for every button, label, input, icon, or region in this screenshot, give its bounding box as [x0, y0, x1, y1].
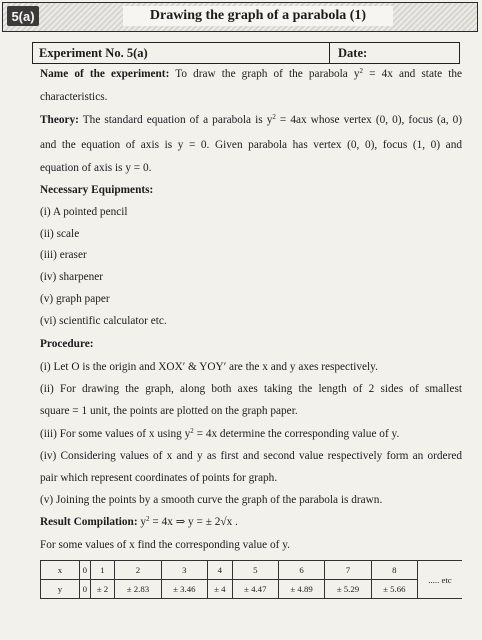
superscript: 2: [359, 67, 364, 75]
table-cell: 7: [325, 561, 371, 580]
table-cell: ± 2: [90, 580, 115, 599]
table-cell: 1: [90, 561, 115, 580]
chapter-tag: 5(a): [7, 6, 39, 26]
table-header-x: x: [41, 561, 80, 580]
table-cell: 0: [80, 561, 91, 580]
equipment-item: (vi) scientific calculator etc.: [40, 315, 167, 327]
procedure-step-2-line-2: square = 1 unit, the points are plotted on the graph paper.: [40, 405, 298, 417]
table-cell: ± 3.46: [161, 580, 207, 599]
superscript: 2: [190, 427, 194, 435]
step-3-text-a: (iii) For some values of x using y: [40, 428, 191, 440]
table-cell: 5: [232, 561, 278, 580]
equipments-heading: Necessary Equipments:: [40, 184, 154, 196]
table-cell: ± 4.89: [278, 580, 324, 599]
table-cell: ± 5.66: [371, 580, 417, 599]
equipment-item: (i) A pointed pencil: [40, 206, 128, 218]
values-table: [40, 560, 462, 599]
result-note: For some values of x find the corresponding value of y.: [40, 539, 290, 551]
step-3-text-b: = 4x determine the corresponding value of y.: [193, 428, 400, 440]
table-row: [41, 580, 463, 599]
experiment-number: Experiment No. 5(a): [33, 43, 330, 63]
table-cell: 6: [278, 561, 324, 580]
procedure-step-1: (i) Let O is the origin and XOX′ & YOY′ are the x and y axes respectively.: [40, 361, 378, 373]
table-cell: 4: [207, 561, 232, 580]
procedure-step-2-line-1: (ii) For drawing the graph, along both axes taking the length of 2 sides of smallest: [40, 383, 462, 395]
name-eq: = 4x and state the: [363, 68, 463, 80]
table-cell: ± 4.47: [232, 580, 278, 599]
page-title: Drawing the graph of a parabola (1): [123, 6, 393, 26]
table-cell: ± 4: [207, 580, 232, 599]
procedure-step-4-line-1: (iv) Considering values of x and y as first and second value respectively form an ordered: [40, 450, 462, 462]
result-label: Result Compilation:: [40, 516, 138, 528]
superscript: 2: [146, 515, 150, 523]
equipment-item: (iii) eraser: [40, 249, 87, 261]
result-eq-a: y: [137, 516, 147, 528]
equipment-item: (ii) scale: [40, 228, 80, 240]
result-eq-b: = 4x ⇒ y = ± 2√x .: [149, 516, 238, 528]
experiment-box: [32, 42, 460, 64]
table-cell: 2: [115, 561, 161, 580]
theory-text-a: The standard equation of a parabola is y: [82, 114, 273, 126]
theory-line-1: [40, 114, 462, 127]
superscript: 2: [272, 113, 276, 121]
equipment-item: (v) graph paper: [40, 293, 110, 305]
procedure-heading: Procedure:: [40, 338, 94, 350]
theory-line-2: and the equation of axis is y = 0. Given parabola has vertex (0, 0), focus (1, 0) and: [40, 139, 462, 151]
name-line-2: characteristics.: [40, 91, 108, 103]
table-cell: 8: [371, 561, 417, 580]
equipment-item: (iv) sharpener: [40, 271, 104, 283]
table-header-y: y: [41, 580, 80, 599]
page-header: [2, 2, 478, 32]
table-row: [41, 561, 463, 580]
table-etc: ..... etc: [418, 561, 463, 599]
name-label: Name of the experiment:: [40, 68, 170, 80]
table-cell: 0: [80, 580, 91, 599]
procedure-step-4-line-2: pair which represent coordinates of points for graph.: [40, 472, 278, 484]
theory-text-b: = 4ax whose vertex (0, 0), focus (a, 0): [275, 114, 463, 126]
table-cell: 3: [161, 561, 207, 580]
result-line: [40, 516, 462, 529]
date-field: Date:: [338, 46, 368, 60]
theory-line-3: equation of axis is y = 0.: [40, 162, 152, 174]
theory-label: Theory:: [40, 114, 79, 126]
name-line-1: [40, 68, 462, 81]
table-cell: ± 2.83: [115, 580, 161, 599]
name-text: To draw the graph of the parabola y: [175, 68, 360, 80]
table-cell: ± 5.29: [325, 580, 371, 599]
procedure-step-3: [40, 428, 462, 441]
procedure-step-5: (v) Joining the points by a smooth curve the graph of the parabola is drawn.: [40, 494, 383, 506]
